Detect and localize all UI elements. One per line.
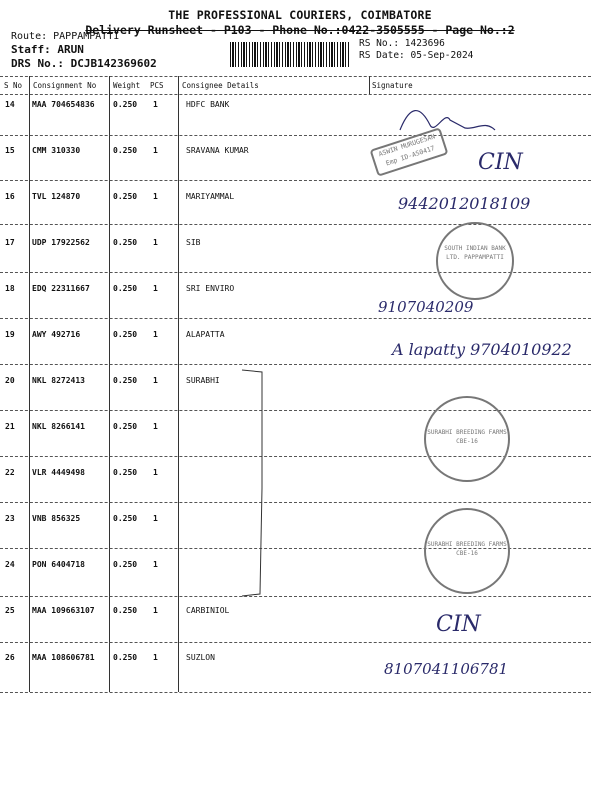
row-sno: 22 — [5, 468, 15, 477]
row-divider — [0, 224, 591, 225]
row-consignee: ALAPATTA — [186, 330, 225, 339]
row-sno: 21 — [5, 422, 15, 431]
rs-date: RS Date: 05-Sep-2024 — [359, 50, 474, 61]
header-divider-top — [0, 76, 591, 77]
row-weight: 0.250 — [113, 146, 138, 155]
col-line-3 — [178, 76, 179, 692]
row-consignment: PON 6404718 — [32, 560, 85, 569]
row-pcs: 1 — [153, 606, 158, 615]
row-weight: 0.250 — [113, 422, 138, 431]
row-consignment: VLR 4449498 — [32, 468, 85, 477]
row-consignment: EDQ 22311667 — [32, 284, 90, 293]
row-pcs: 1 — [153, 653, 158, 662]
row-pcs: 1 — [153, 100, 158, 109]
row-pcs: 1 — [153, 468, 158, 477]
staff-label — [11, 43, 84, 56]
row-consignee: HDFC BANK — [186, 100, 230, 109]
row-sno: 17 — [5, 238, 15, 247]
row-sno: 16 — [5, 192, 15, 201]
col-sno: S No — [4, 81, 23, 90]
row-sno: 23 — [5, 514, 15, 523]
row-divider — [0, 596, 591, 597]
col-consignment: Consignment No — [33, 81, 97, 90]
row-sno: 25 — [5, 606, 15, 615]
row-pcs: 1 — [153, 560, 158, 569]
row-weight: 0.250 — [113, 606, 138, 615]
row-sno: 15 — [5, 146, 15, 155]
stamp-surabhi-2 — [424, 508, 510, 594]
stamp-surabhi-1-text: SURABHI BREEDING FARMS CBE-16 — [427, 429, 507, 445]
signature-row-15: CIN — [478, 150, 523, 175]
row-divider — [0, 692, 591, 693]
row-consignee: SIB — [186, 238, 201, 247]
row-divider — [0, 180, 591, 181]
row-divider — [0, 318, 591, 319]
stamp-surabhi-2-text: SURABHI BREEDING FARMS CBE-16 — [427, 541, 507, 557]
row-consignment: AWY 492716 — [32, 330, 81, 339]
row-weight: 0.250 — [113, 468, 138, 477]
row-weight: 0.250 — [113, 560, 138, 569]
row-weight: 0.250 — [113, 238, 138, 247]
row-sno: 24 — [5, 560, 15, 569]
staff-label-text: Staff: ARUN — [11, 43, 84, 56]
row-consignee: SURABHI — [186, 376, 220, 385]
col-line-4 — [369, 76, 370, 94]
row-divider — [0, 642, 591, 643]
row-pcs: 1 — [153, 514, 158, 523]
row-sno: 19 — [5, 330, 15, 339]
row-consignment: UDP 17922562 — [32, 238, 90, 247]
signature-row-16: 9442012018109 — [398, 194, 531, 213]
row-weight: 0.250 — [113, 192, 138, 201]
row-divider — [0, 502, 591, 503]
row-consignment: CMM 310330 — [32, 146, 81, 155]
row-consignee: MARIYAMMAL — [186, 192, 235, 201]
row-weight: 0.250 — [113, 100, 138, 109]
signature-row-18: 9107040209 — [378, 298, 474, 316]
row-weight: 0.250 — [113, 284, 138, 293]
row-consignment: TVL 124870 — [32, 192, 81, 201]
rs-number: RS No.: 1423696 — [359, 38, 445, 49]
row-weight: 0.250 — [113, 376, 138, 385]
row-sno: 18 — [5, 284, 15, 293]
col-signature: Signature — [372, 81, 413, 90]
row-pcs: 1 — [153, 238, 158, 247]
row-sno: 20 — [5, 376, 15, 385]
drs-number-text: DRS No.: DCJB142369602 — [11, 57, 157, 70]
row-consignment: NKL 8272413 — [32, 376, 85, 385]
row-pcs: 1 — [153, 192, 158, 201]
route-label: Route: PAPPAMPATTI — [11, 31, 120, 42]
row-consignee: SUZLON — [186, 653, 215, 662]
signature-row-25: CIN — [436, 612, 481, 637]
row-consignee: SRAVANA KUMAR — [186, 146, 249, 155]
signature-row-14 — [390, 100, 500, 145]
row-consignment: NKL 8266141 — [32, 422, 85, 431]
row-consignment: MAA 109663107 — [32, 606, 95, 615]
col-line-1 — [29, 76, 30, 692]
runsheet-subtitle-text: Delivery Runsheet - P103 - Phone No.:0422-3505555 - Page No.:2 — [85, 23, 515, 37]
col-weight: Weight — [113, 81, 141, 90]
row-divider — [0, 410, 591, 411]
page-title: THE PROFESSIONAL COURIERS, COIMBATORE — [168, 8, 432, 22]
row-divider — [0, 364, 591, 365]
bracket-line — [240, 368, 270, 598]
row-pcs: 1 — [153, 146, 158, 155]
row-weight: 0.250 — [113, 653, 138, 662]
row-weight: 0.250 — [113, 514, 138, 523]
row-sno: 26 — [5, 653, 15, 662]
stamp-bank — [436, 222, 514, 300]
row-consignee: SRI ENVIRO — [186, 284, 235, 293]
row-consignment: MAA 704654836 — [32, 100, 95, 109]
drs-number — [11, 57, 157, 70]
row-sno: 14 — [5, 100, 15, 109]
row-weight: 0.250 — [113, 330, 138, 339]
row-consignment: MAA 108606781 — [32, 653, 95, 662]
row-pcs: 1 — [153, 422, 158, 431]
barcode — [230, 42, 350, 67]
row-divider — [0, 135, 591, 136]
row-pcs: 1 — [153, 376, 158, 385]
col-pcs: PCS — [150, 81, 164, 90]
row-pcs: 1 — [153, 330, 158, 339]
col-line-2 — [109, 76, 110, 692]
header-divider-bottom — [0, 94, 591, 95]
signature-row-26: 8107041106781 — [384, 660, 509, 678]
signature-row-19: A lapatty 9704010922 — [392, 340, 572, 359]
col-consignee: Consignee Details — [182, 81, 259, 90]
row-consignment: VNB 856325 — [32, 514, 81, 523]
stamp-surabhi-1 — [424, 396, 510, 482]
stamp-bank-text: SOUTH INDIAN BANK LTD. PAPPAMPATTI — [444, 245, 506, 261]
row-consignee: CARBINIOL — [186, 606, 230, 615]
row-pcs: 1 — [153, 284, 158, 293]
stamp-aswin-text: ASWIN MURUGESAN Emp ID-AS0417 — [377, 132, 436, 168]
